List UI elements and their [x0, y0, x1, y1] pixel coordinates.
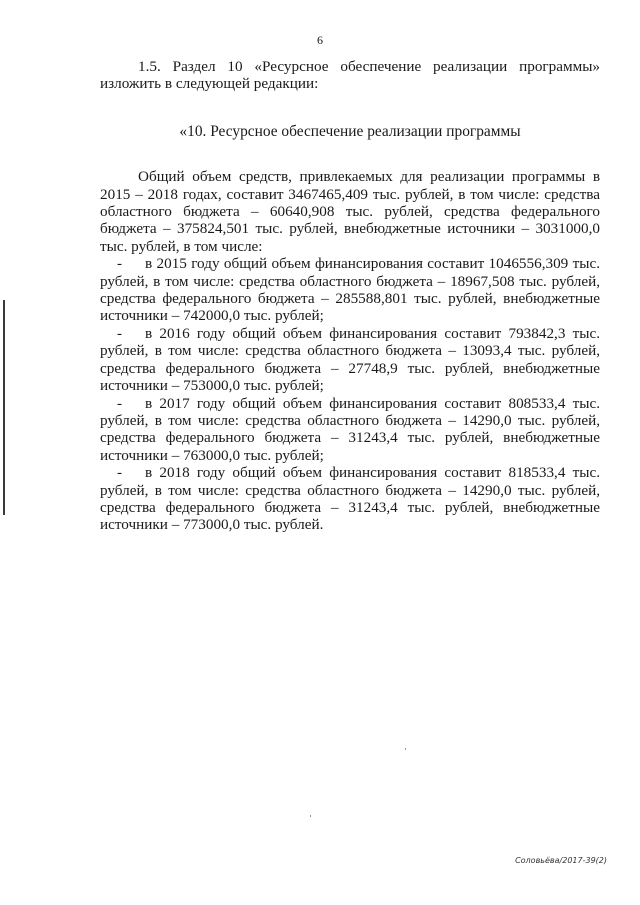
list-item-text: в 2017 году общий объем финансирования составит 808533,4 тыс. рублей, в том числе: средства областного бюджета – 14290,0 тыс. рублей, средства федерального бюджета – 31243,4 тыс. рублей, внебюджетные источники – 763000,0 тыс. рублей; — [100, 394, 600, 464]
document-signature: Соловьёва/2017-39(2) — [515, 856, 607, 865]
bullet-dash: - — [117, 324, 123, 342]
list-item — [100, 255, 600, 325]
bullet-dash: - — [117, 255, 123, 273]
bullet-dash: - — [117, 464, 123, 482]
scan-speck — [310, 815, 311, 817]
list-item-text: в 2016 году общий объем финансирования составит 793842,3 тыс. рублей, в том числе: средства областного бюджета – 13093,4 тыс. рублей, средства федерального бюджета – 27748,9 тыс. рублей, внебюджетные источники – 753000,0 тыс. рублей; — [100, 324, 600, 395]
list-item-text: в 2015 году общий объем финансирования составит 1046556,309 тыс. рублей, в том числе: средства областного бюджета – 18967,508 тыс. рублей, средства федерального бюджета – 285588,801 тыс. рублей, внебюджетные источники – 742000,0 тыс. рублей; — [100, 255, 600, 325]
page-number: 6 — [317, 33, 323, 47]
section-heading: «10. Ресурсное обеспечение реализации программы — [179, 122, 521, 140]
bullet-dash: - — [117, 394, 123, 412]
total-funding-paragraph: Общий объем средств, привлекаемых для реализации программы в 2015 – 2018 годах, составит 3467465,409 тыс. рублей, в том числе: средства областного бюджета – 60640,908 тыс. рублей, средства федерального бюджета – 375824,501 тыс. рублей, внебюджетные источники – 3031000,0 тыс. рублей, в том числе: — [100, 168, 600, 255]
document-body — [100, 58, 600, 534]
scan-speck — [405, 748, 406, 750]
yearly-funding-list — [100, 255, 600, 534]
list-item — [100, 464, 600, 534]
list-item-text: в 2018 году общий объем финансирования составит 818533,4 тыс. рублей, в том числе: средства областного бюджета – 14290,0 тыс. рублей, средства федерального бюджета – 31243,4 тыс. рублей, внебюджетные источники – 773000,0 тыс. рублей. — [100, 464, 600, 534]
scan-edge-mark — [3, 300, 5, 515]
list-item — [100, 325, 600, 395]
list-item — [100, 395, 600, 465]
amendment-intro: 1.5. Раздел 10 «Ресурсное обеспечение реализации программы» изложить в следующей редакции: — [100, 58, 600, 93]
